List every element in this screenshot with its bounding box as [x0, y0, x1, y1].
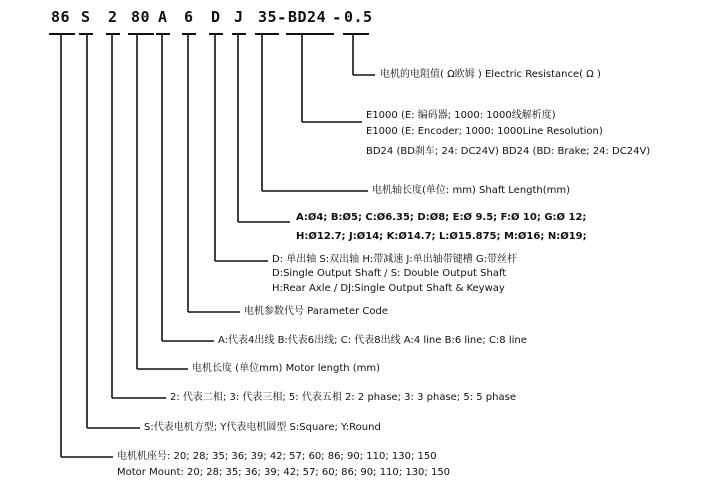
code-segment-35: 35 — [258, 8, 278, 26]
mount-description-cn: 电机机座号: 20; 28; 35; 36; 39; 42; 57; 60; 86; 90; 110; 130; 150 — [117, 451, 437, 462]
separator-dash: - — [332, 8, 342, 27]
code-segment-j: J — [234, 8, 244, 26]
shaft-length-description: 电机轴长度(单位: mm) Shaft Length(mm) — [372, 185, 571, 196]
encoder-description-en: E1000 (E: Encoder; 1000: 1000Line Resolution) — [366, 126, 603, 137]
shaft-diameter-row-1: A:Ø4; B:Ø5; C:Ø6.35; D:Ø8; E:Ø 9.5; F:Ø 10; G:Ø 12; — [296, 212, 587, 223]
parameter-code-description: 电机参数代号 Parameter Code — [244, 306, 388, 317]
code-segment-86: 86 — [51, 8, 71, 26]
underline-a — [156, 33, 170, 35]
underline-2 — [106, 33, 120, 35]
shape-description: S:代表电机方型; Y代表电机圆型 S:Square; Y:Round — [144, 422, 381, 433]
code-segment-6: 6 — [184, 8, 194, 26]
shaft-type-description-en-2: H:Rear Axle / DJ:Single Output Shaft & Keyway — [272, 283, 505, 294]
shaft-type-description-cn: D: 单出轴 S:双出轴 H:带减速 J:单出轴带键槽 G:带丝杆 — [272, 254, 518, 265]
mount-description-en: Motor Mount: 20; 28; 35; 36; 39; 42; 57; 60; 86; 90; 110; 130; 150 — [117, 467, 451, 478]
brake-description: BD24 (BD刹车; 24: DC24V) BD24 (BD: Brake; 24: DC24V) — [366, 146, 651, 157]
code-segment-a: A — [158, 8, 168, 26]
code-segment-bd24: BD24 — [288, 8, 327, 26]
phase-description: 2: 代表二相; 3: 代表三相; 5: 代表五相 2: 2 phase; 3: 3 phase; 5: 5 phase — [170, 392, 516, 403]
underline-j — [232, 33, 246, 35]
code-segment-05: 0.5 — [344, 8, 373, 26]
code-segment-s: S — [81, 8, 91, 26]
underline-80 — [128, 33, 154, 35]
shaft-diameter-row-2: H:Ø12.7; J:Ø14; K:Ø14.7; L:Ø15.875; M:Ø16; N:Ø19; — [296, 231, 587, 242]
encoder-description-cn: E1000 (E: 编码器; 1000: 1000线解析度) — [366, 110, 556, 121]
underline-bd24 — [286, 33, 334, 35]
underline-6 — [182, 33, 196, 35]
underline-86 — [49, 33, 75, 35]
motor-length-description: 电机长度 (单位mm) Motor length (mm) — [192, 363, 381, 374]
underline-d — [209, 33, 223, 35]
resistance-description: 电机的电阻值( Ω欧姆 ) Electric Resistance( Ω ) — [380, 69, 601, 80]
code-segment-80: 80 — [131, 8, 151, 26]
code-segment-d: D — [211, 8, 221, 26]
shaft-type-description-en-1: D:Single Output Shaft / S: Double Output Shaft — [272, 268, 507, 279]
underline-s — [79, 33, 93, 35]
underline-35 — [255, 33, 279, 35]
underline-05 — [343, 33, 369, 35]
code-segment-2: 2 — [108, 8, 118, 26]
lines-description: A:代表4出线 B:代表6出线; C: 代表8出线 A:4 line B:6 line; C:8 line — [218, 335, 527, 346]
separator-dash: - — [277, 8, 287, 27]
